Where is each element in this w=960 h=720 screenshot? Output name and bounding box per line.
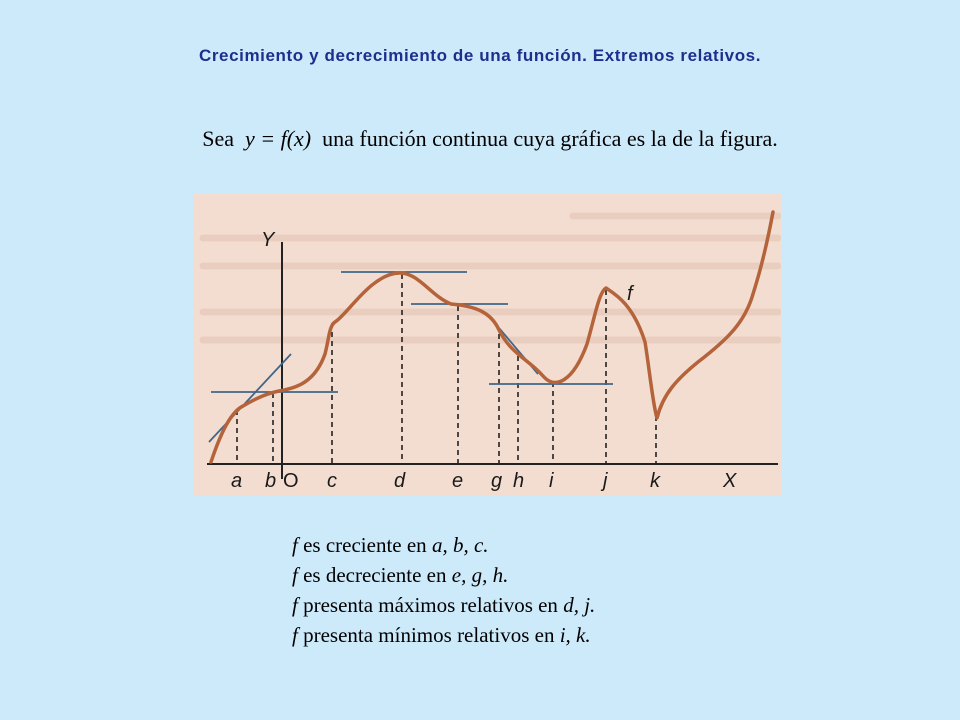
curve-label: f	[627, 283, 633, 305]
function-graph	[193, 194, 781, 496]
point-label-d: d	[394, 470, 406, 492]
property-minima	[292, 620, 595, 650]
property-decreasing	[292, 560, 595, 590]
property-text: presenta mínimos relativos en	[297, 623, 560, 647]
point-label-h: h	[513, 470, 525, 492]
property-text: es decreciente en	[297, 563, 452, 587]
fn-name: f	[292, 623, 298, 647]
origin-label: O	[283, 470, 299, 492]
property-points: d, j.	[563, 593, 596, 617]
point-label-j: j	[603, 470, 608, 492]
function-notation: y = f(x)	[244, 126, 312, 151]
point-label-k: k	[650, 470, 660, 492]
property-points: a, b, c.	[431, 533, 489, 557]
intro-prefix: Sea	[202, 126, 245, 151]
intro-sentence	[0, 126, 960, 152]
property-points: i, k.	[559, 623, 591, 647]
property-maxima	[292, 590, 595, 620]
fn-name: f	[292, 593, 298, 617]
property-text: es creciente en	[297, 533, 432, 557]
point-label-e: e	[452, 470, 464, 492]
page-title: Crecimiento y decrecimiento de una función. Extremos relativos.	[198, 46, 762, 65]
function-graph-figure	[193, 194, 781, 496]
x-axis-label: X	[723, 470, 737, 492]
point-label-c: c	[327, 470, 337, 492]
y-axis-label: Y	[261, 229, 275, 251]
intro-suffix: una función continua cuya gráfica es la de la figura.	[311, 126, 778, 151]
property-increasing	[292, 530, 595, 560]
point-label-a: a	[231, 470, 243, 492]
properties-list	[292, 530, 595, 650]
fn-name: f	[292, 533, 298, 557]
point-label-i: i	[549, 470, 554, 492]
property-points: e, g, h.	[451, 563, 509, 587]
property-text: presenta máximos relativos en	[297, 593, 564, 617]
point-label-g: g	[491, 470, 503, 492]
fn-name: f	[292, 563, 298, 587]
point-label-b: b	[265, 470, 277, 492]
